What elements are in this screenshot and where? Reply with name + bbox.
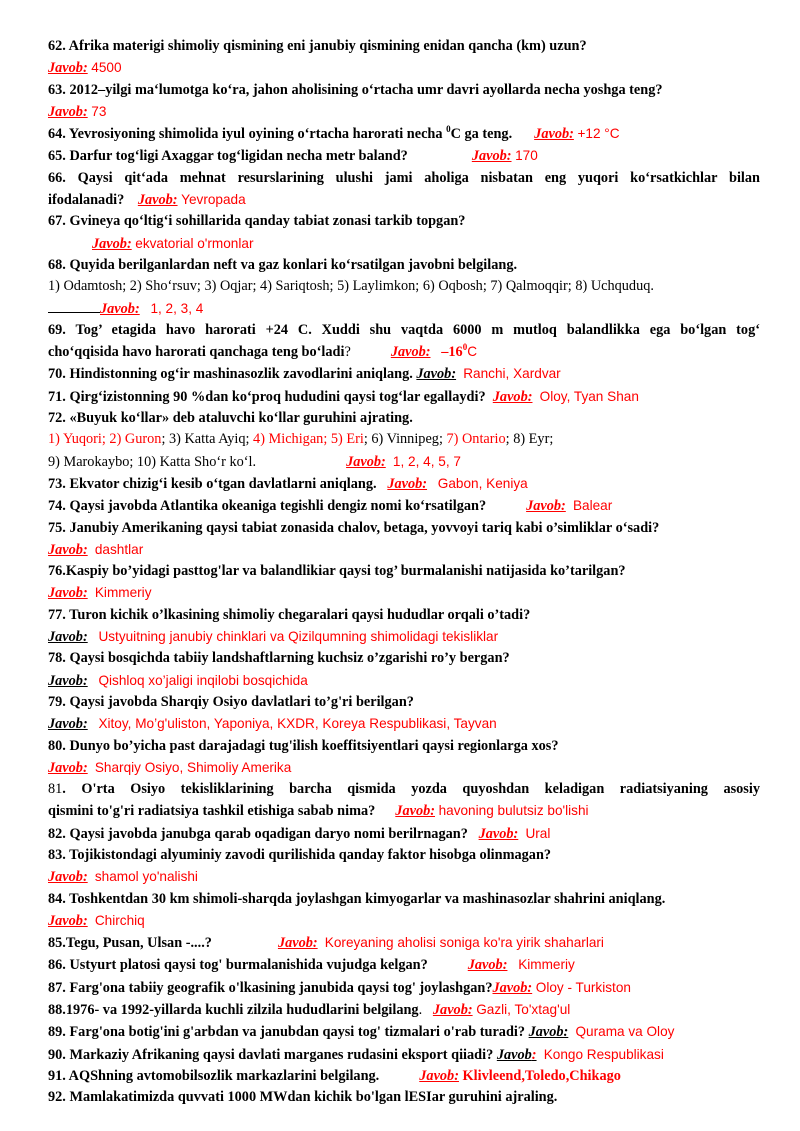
question-64: [48, 123, 760, 145]
question-text: 83. Tojikistondagi alyuminiy zavodi qurilishida qanday faktor hisobga olinmagan?: [48, 846, 552, 863]
question-79: [48, 692, 760, 713]
question-text: 67. Gvineya qo‘ltig‘i sohillarida qanday tabiat zonasi tarkib topgan?: [48, 213, 466, 230]
question-89: [48, 1021, 760, 1043]
question-70: [48, 363, 760, 385]
answer-label: Javob:: [492, 388, 533, 405]
answer-label: Javob:: [100, 300, 140, 317]
question-text: 75. Janubiy Amerikaning qaysi tabiat zonasida chalov, betaga, yovvoyi tariq kabi o’simliklar o‘sadi?: [48, 519, 660, 536]
option-item: 9) Marokaybo; 10) Katta Sho‘r ko‘l.: [48, 453, 257, 470]
answer-text: Ustyuitning janubiy chinklari va Qizilqumning shimolidagi tekisliklar: [98, 629, 499, 645]
question-text: 70. Hindistonning og‘ir mashinasozlik zavodlarini aniqlang.: [48, 366, 413, 383]
option-item: ; 8) Eyr;: [505, 431, 554, 448]
question-text: . O'rta Osiyo tekisliklarining barcha qismida yozda quyoshdan keladigan radiatsiyaning asosiy: [62, 781, 760, 798]
question-74: [48, 495, 760, 517]
answer-text: [441, 344, 477, 360]
answer-text: Kongo Respublikasi: [543, 1046, 664, 1062]
question-68-list: [48, 276, 760, 297]
question-text: 76.Kaspiy bo’yidagi pasttog'lar va balandlikiar qaysi tog’ burmalanishi natijasida ko’tarilgan?: [48, 563, 626, 580]
question-83: [48, 845, 760, 866]
answer-label: Javob:: [346, 453, 386, 470]
answer-76: [48, 582, 760, 604]
answer-text: Ural: [525, 825, 551, 841]
question-text: 85.Tegu, Pusan, Ulsan -....?: [48, 935, 212, 952]
answer-label: Javob:: [48, 759, 88, 776]
answer-text: Balear: [572, 498, 613, 514]
blank-underline: [48, 299, 100, 313]
question-62: [48, 36, 760, 57]
answer-label: Javob:: [48, 629, 88, 646]
question-66: [48, 168, 760, 189]
question-text: 69. Tog’ etagida havo harorati +24 C. Xuddi shu vaqtda 6000 m mutloq balandlikka ega bo‘lgan tog‘: [48, 321, 760, 338]
question-text: 72. «Buyuk ko‘llar» deb ataluvchi ko‘llar guruhini ajrating.: [48, 410, 413, 427]
question-75: [48, 518, 760, 539]
question-91: [48, 1066, 760, 1087]
question-text: 63. 2012–yilgi ma‘lumotga ko‘ra, jahon aholisining o‘rtacha umr davri ayollarda necha yoshga teng?: [48, 81, 663, 98]
question-81: [48, 779, 760, 800]
answer-label: Javob:: [387, 475, 428, 492]
question-65: [48, 145, 760, 167]
question-72: [48, 408, 760, 429]
question-69-cont: [48, 341, 760, 363]
question-text: 89. Farg'ona botig'ini g'arbdan va janubdan qaysi tog' tizmalari o'rab turadi?: [48, 1024, 526, 1041]
question-68: [48, 255, 760, 276]
answer-label: Javob:: [534, 126, 574, 143]
question-77: [48, 605, 760, 626]
answer-label: Javob:: [92, 235, 132, 252]
answer-text: Gabon, Keniya: [437, 475, 528, 491]
answer-84: [48, 910, 760, 932]
question-80: [48, 736, 760, 757]
question-text: 78. Qaysi bosqichda tabiiy landshaftlarning kuchsiz o’zgarishi ro’y bergan?: [48, 650, 510, 667]
option-item: ; 3) Katta Ayiq;: [161, 431, 254, 448]
question-88: [48, 999, 760, 1021]
question-text: 91. AQShning avtomobilsozlik markazlarini belgilang.: [48, 1067, 380, 1084]
question-text: ifodalanadi?: [48, 192, 125, 209]
answer-label: Javob:: [48, 541, 88, 558]
answer-text: Koreyaning aholisi soniga ko'ra yirik shaharlari: [324, 935, 604, 951]
question-86: [48, 954, 760, 976]
answer-label: Javob:: [48, 672, 88, 689]
answer-text: +12 °C: [577, 126, 620, 142]
answer-68: [48, 298, 760, 320]
question-text: 90. Markaziy Afrikaning qaysi davlati marganes rudasini eksport qiiadi?: [48, 1046, 494, 1063]
option-item: 1) Yuqori;: [48, 431, 110, 448]
punctuation: .: [418, 1002, 423, 1019]
answer-text: Ranchi, Xardvar: [463, 366, 561, 382]
answer-text: Kimmeriy: [94, 585, 152, 601]
degree-mark: 0: [446, 124, 451, 135]
question-76: [48, 561, 760, 582]
question-85: [48, 932, 760, 954]
answer-text: Yevropada: [181, 192, 246, 208]
question-69: [48, 320, 760, 341]
question-text: 65. Darfur tog‘ligi Axaggar tog‘ligidan necha metr baland?: [48, 148, 408, 165]
answer-78: [48, 670, 760, 692]
answer-label: Javob:: [526, 498, 566, 515]
answer-text: shamol yo'nalishi: [94, 869, 198, 885]
question-67: [48, 211, 760, 232]
question-text: 77. Turon kichik o’lkasining shimoliy chegaralari qaysi hududlar orqali o’tadi?: [48, 606, 531, 623]
option-list: 1) Odamtosh; 2) Sho‘rsuv; 3) Oqjar; 4) Sariqtosh; 5) Laylimkon; 6) Oqbosh; 7) Qalmoqqir; 8) Uchquduq.: [48, 278, 654, 295]
question-text: cho‘qqisida havo harorati qanchaga teng bo‘ladi: [48, 344, 345, 361]
answer-75: [48, 539, 760, 561]
answer-label: [497, 1047, 537, 1063]
question-87: [48, 977, 760, 999]
question-text: 73. Ekvator chizig‘i kesib o‘tgan davlatlarni aniqlang.: [48, 475, 377, 492]
answer-label: Javob:: [48, 869, 88, 886]
question-text: C ga teng.: [450, 126, 513, 143]
answer-text: ekvatorial o'rmonlar: [135, 235, 254, 251]
question-text: 66. Qaysi qit‘ada mehnat resurslarining ulushi jami aholiga nisbatan eng yuqori ko‘rsatkichlar bilan: [48, 169, 760, 186]
question-text: 86. Ustyurt platosi qaysi tog' burmalanishida vujudga kelgan?: [48, 957, 428, 974]
option-item: 7) Ontario: [446, 431, 506, 448]
answer-label: Javob:: [48, 912, 88, 929]
question-84: [48, 889, 760, 910]
question-text: 82. Qaysi javobda janubga qarab oqadigan daryo nomi berilrnagan?: [48, 825, 468, 842]
answer-text: Klivleend,Toledo,Chikago: [462, 1067, 621, 1084]
answer-63: [48, 101, 760, 123]
answer-label-colon: :: [531, 1046, 537, 1063]
question-92: [48, 1087, 760, 1108]
answer-label: Javob:: [48, 716, 88, 733]
question-71: [48, 386, 760, 408]
answer-label: Javob:: [432, 1002, 473, 1019]
answer-label: Javob:: [48, 585, 88, 602]
answer-67: [48, 233, 760, 255]
question-text: 87. Farg'ona tabiiy geografik o'lkasining janubida qaysi tog' joylashgan?: [48, 979, 493, 996]
answer-text: Chirchiq: [94, 912, 145, 928]
question-text: 79. Qaysi javobda Sharqiy Osiyo davlatlari to’g'ri berilgan?: [48, 693, 414, 710]
question-text: 62. Afrika materigi shimoliy qismining eni janubiy qismining enidan qancha (km) uzun?: [48, 38, 587, 54]
answer-text: dashtlar: [94, 541, 144, 557]
question-78: [48, 648, 760, 669]
question-text: 68. Quyida berilganlardan neft va gaz konlari ko‘rsatilgan javobni belgilang.: [48, 256, 518, 273]
answer-label: Javob:: [416, 366, 457, 383]
answer-text: 1, 2, 3, 4: [150, 300, 204, 316]
question-73: [48, 473, 760, 495]
answer-label: Javob:: [492, 979, 533, 996]
question-81-cont: [48, 800, 760, 822]
question-text: 84. Toshkentdan 30 km shimoli-sharqda joylashgan kimyogarlar va mashinasozlar shahrini aniqlang.: [48, 890, 666, 907]
question-text: 64. Yevrosiyoning shimolida iyul oyining o‘rtacha harorati necha: [48, 126, 447, 143]
answer-80: [48, 757, 760, 779]
answer-label: Javob:: [419, 1067, 459, 1084]
answer-83: [48, 866, 760, 888]
degree-mark: 0: [462, 342, 468, 353]
answer-label: Javob:: [137, 192, 178, 209]
answer-value: –16: [441, 344, 463, 361]
question-text: 71. Qirg‘izistonning 90 %dan ko‘proq hududini qaysi tog‘lar egallaydi?: [48, 388, 486, 405]
option-item: ; 6) Vinnipeg;: [363, 431, 447, 448]
answer-label: Javob:: [48, 60, 88, 77]
question-text: 74. Qaysi javobda Atlantika okeaniga tegishli dengiz nomi ko‘rsatilgan?: [48, 498, 487, 515]
question-82: [48, 823, 760, 845]
answer-label: Javob:: [478, 825, 519, 842]
answer-label: Javob:: [528, 1024, 569, 1041]
answer-text: Qurama va Oloy: [575, 1024, 675, 1040]
question-text: qismini to'g'ri radiatsiya tashkil etishiga sabab nima?: [48, 803, 376, 820]
question-72-list-1: [48, 429, 760, 450]
answer-text: havoning bulutsiz bo'lishi: [438, 803, 589, 819]
answer-text: 73: [91, 103, 107, 119]
answer-79: [48, 713, 760, 735]
answer-label: Javob:: [467, 957, 508, 974]
answer-label: Javob:: [395, 803, 435, 820]
answer-text: Oloy - Turkiston: [535, 979, 631, 995]
answer-77: [48, 626, 760, 648]
answer-text: 4500: [91, 60, 122, 76]
answer-text: 170: [515, 148, 538, 164]
option-item: 2) Guron: [109, 431, 162, 448]
option-item: 4) Michigan; 5) Eri: [253, 431, 364, 448]
answer-text: Gazli, To'xtag'ul: [476, 1002, 571, 1018]
answer-label: Javob:: [277, 935, 318, 952]
question-72-list-2: [48, 451, 760, 473]
question-mark: ?: [344, 344, 351, 361]
answer-text: Qishloq xo’jaligi inqilobi bosqichida: [98, 672, 308, 688]
answer-text: Kimmeriy: [518, 957, 575, 973]
answer-label-word: Javob: [496, 1046, 532, 1063]
answer-text: Oloy, Tyan Shan: [539, 388, 639, 404]
answer-unit: C: [467, 344, 478, 360]
question-text: 88.1976- va 1992-yillarda kuchli zilzila hududlarini belgilang: [48, 1002, 419, 1019]
answer-label: Javob:: [48, 103, 88, 120]
answer-62: [48, 57, 760, 79]
question-number: 81: [48, 781, 63, 798]
answer-label: Javob:: [390, 344, 431, 361]
document-page: [48, 36, 760, 1109]
question-90: [48, 1044, 760, 1066]
answer-text: Xitoy, Mo’g'uliston, Yaponiya, KXDR, Koreya Respublikasi, Tayvan: [98, 716, 497, 732]
answer-text: Sharqiy Osiyo, Shimoliy Amerika: [94, 759, 292, 775]
question-text: 80. Dunyo bo’yicha past darajadagi tug'ilish koeffitsiyentlari qaysi regionlarga xos?: [48, 737, 559, 754]
answer-label: Javob:: [471, 148, 512, 165]
question-66-cont: [48, 189, 760, 211]
question-63: [48, 80, 760, 101]
answer-text: 1, 2, 4, 5, 7: [392, 453, 461, 469]
question-text: 92. Mamlakatimizda quvvati 1000 MWdan kichik bo'lgan lESIar guruhini ajraling.: [48, 1089, 558, 1106]
